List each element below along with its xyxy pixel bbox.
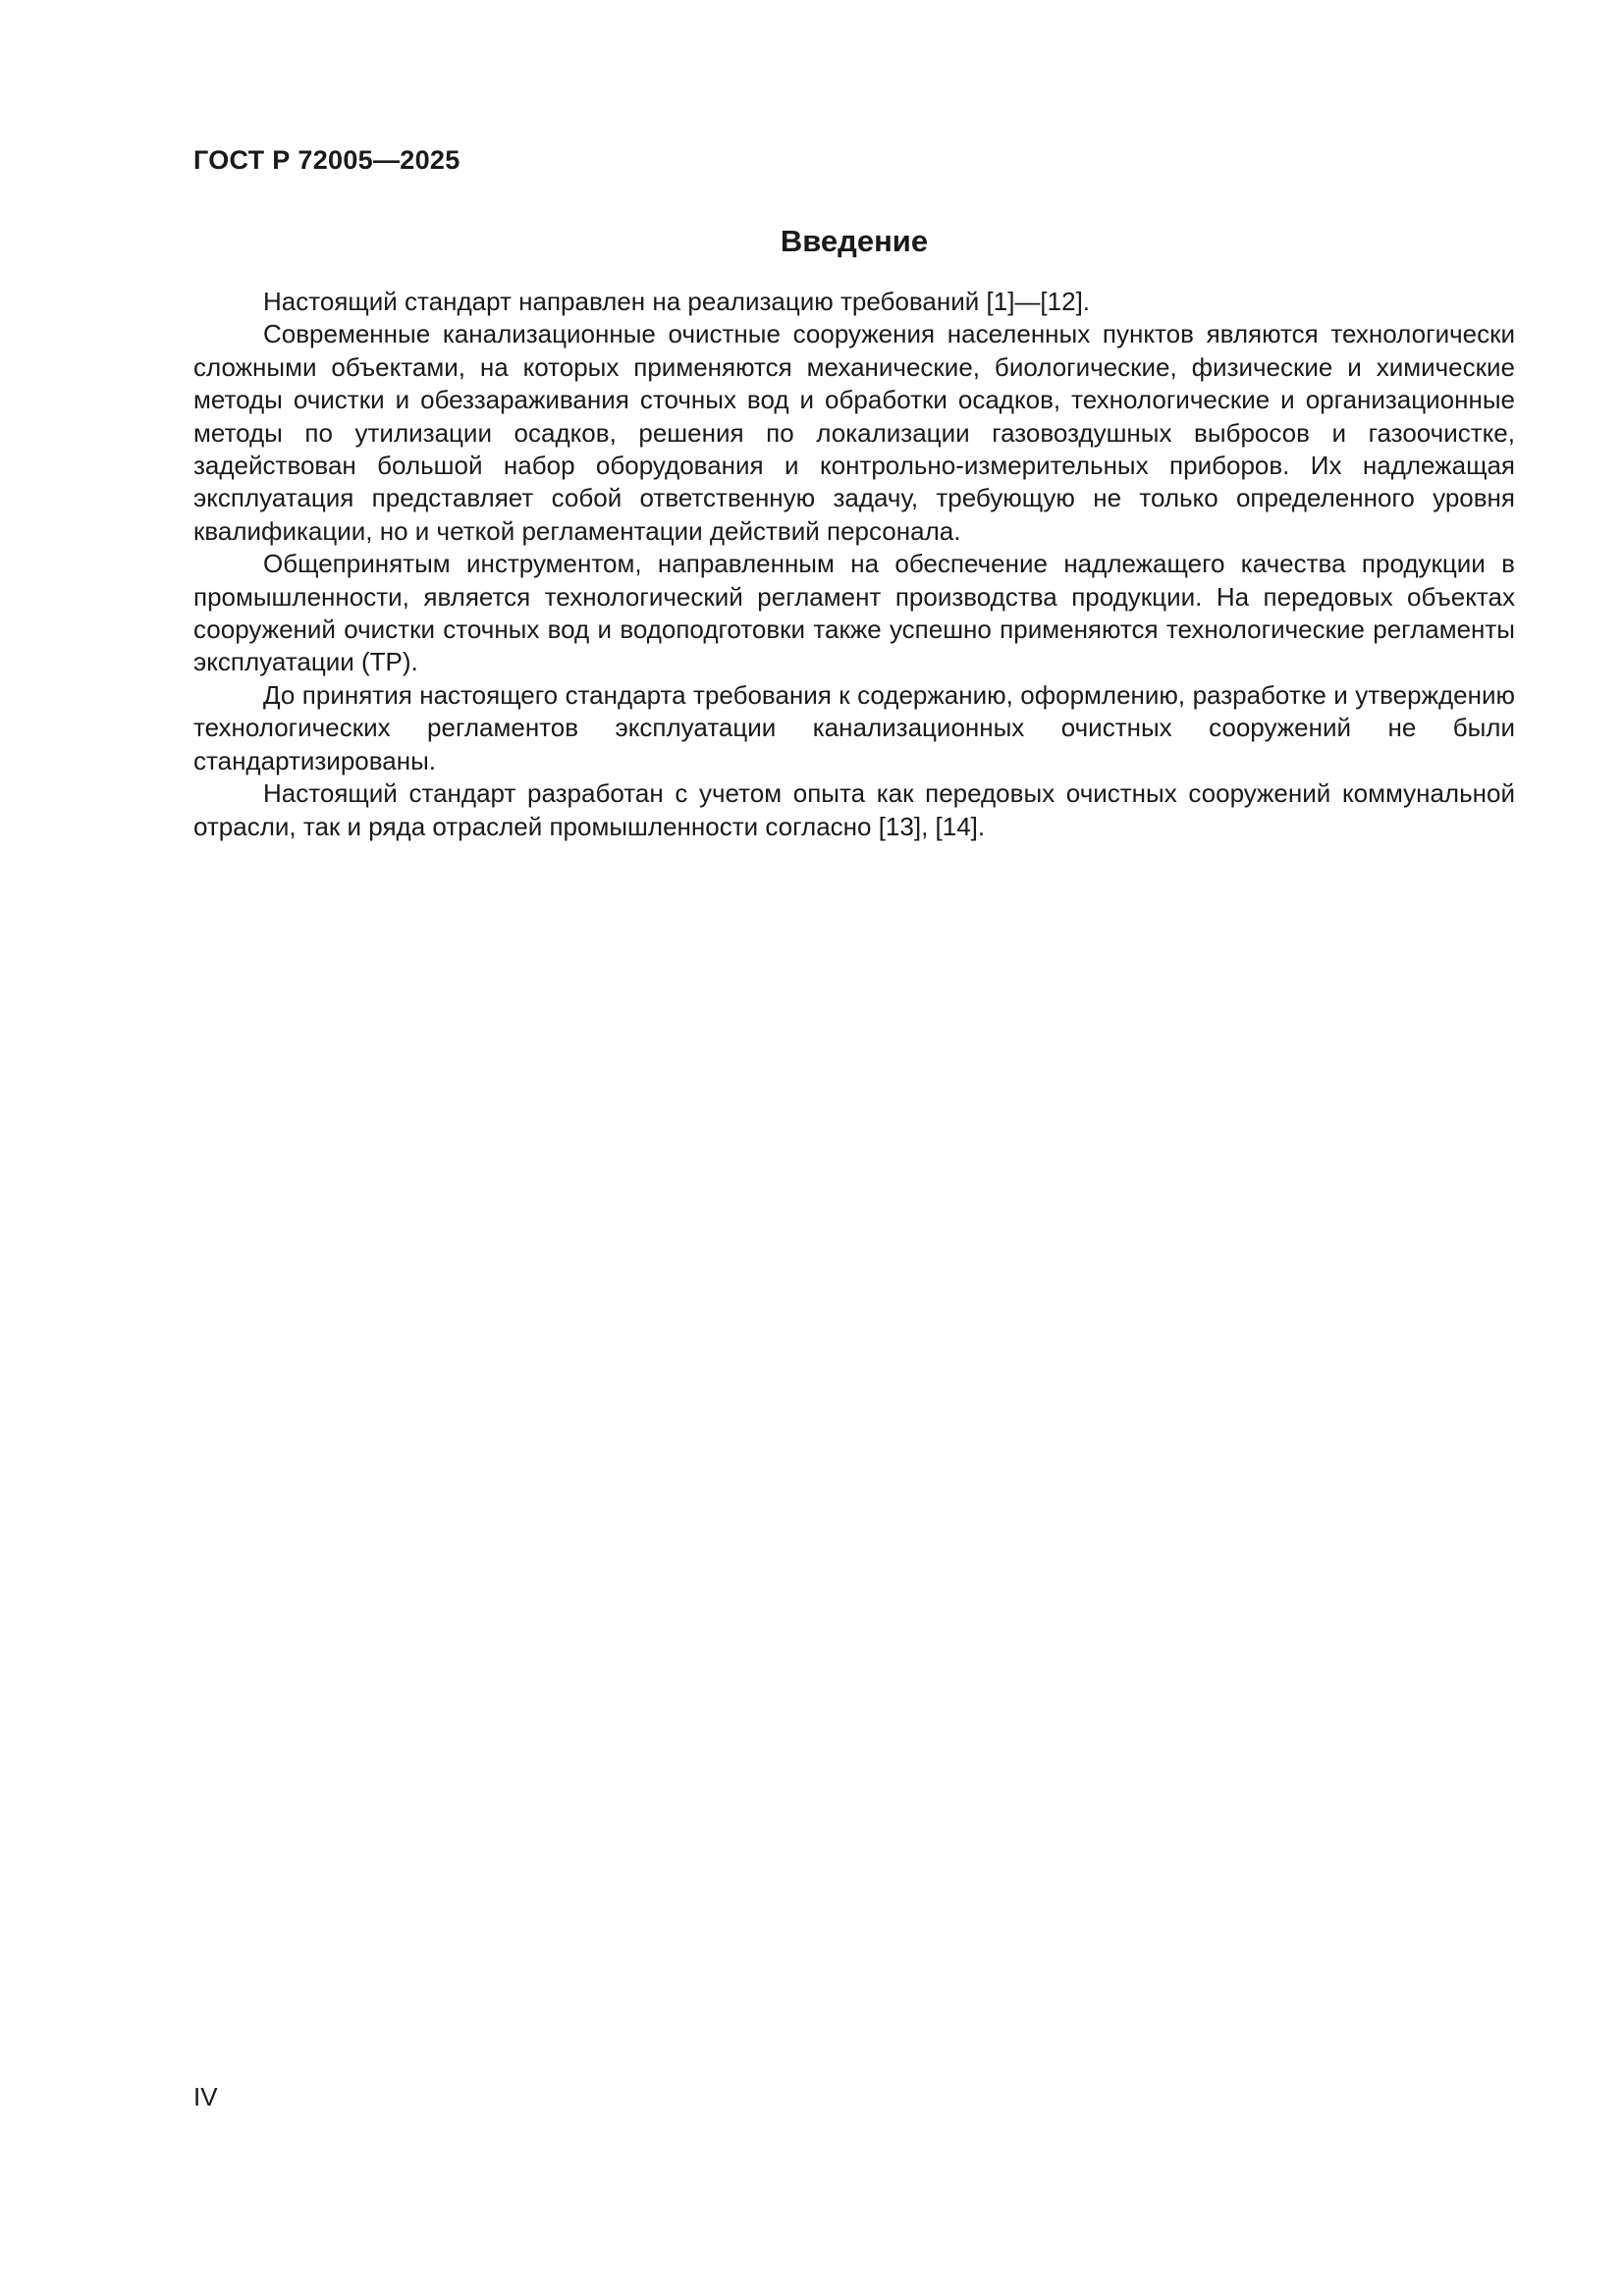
introduction-body <box>193 286 1515 843</box>
paragraph: Настоящий стандарт разработан с учетом опыта как передовых очистных сооружений коммунальной отрасли, так и ряда отраслей промышленности согласно [13], [14]. <box>193 778 1515 841</box>
paragraph: Современные канализационные очистные сооружения населенных пунктов являются технологически сложными объектами, на которых применяются механические, биологические, физические и химические методы очистки и обеззараживания сточных вод и обработки осадков, технологические и организационные методы по утилизации осадков, решения по локализации газовоздушных выбросов и газоочистке, задействован большой набор оборудования и контрольно-измерительных приборов. Их надлежащая эксплуатация представляет собой ответственную задачу, требующую не только определенного уровня квалификации, но и четкой регламентации действий персонала. <box>193 319 1515 546</box>
paragraph: Общепринятым инструментом, направленным на обеспечение надлежащего качества продукции в промышленности, является технологический регламент производства продукции. На передовых объектах сооружений очистки сточных вод и водоподготовки также успешно применяются технологические регламенты эксплуатации (ТР). <box>193 549 1515 677</box>
paragraph: До принятия настоящего стандарта требования к содержанию, оформлению, разработке и утверждению технологических регламентов эксплуатации канализационных очистных сооружений не были стандартизированы. <box>193 679 1515 775</box>
page-number: IV <box>193 2082 218 2111</box>
paragraph: Настоящий стандарт направлен на реализацию требований [1]—[12]. <box>263 287 1091 316</box>
document-header-id: ГОСТ Р 72005—2025 <box>193 145 460 175</box>
section-title: Введение <box>780 224 929 258</box>
